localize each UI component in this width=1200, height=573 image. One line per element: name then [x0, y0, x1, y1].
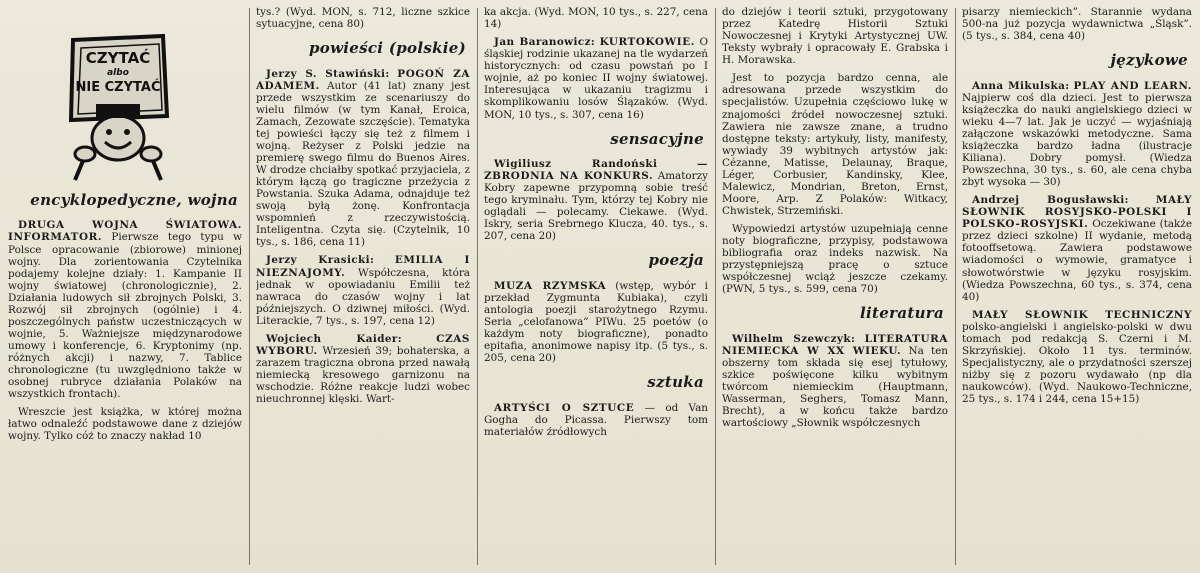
- entry-text: Jest to pozycja bardzo cenna, ale adresowana przede wszystkim do specjalistów. Uzupełnia częściowo lukę w znajomości źródeł nowoczesnej sztuki. Zawiera nie zawsze znane, a trudno dostępne teksty: artykuły, listy, manifesty, wywiady 39 wybitnych artystów jak: Cézanne, Matisse, Delaunay, Braque, Léger, Corbusier, Kandinsky, Klee, Malewicz, Mondrian, Breton, Ernst, Moore, Arp. Z Polaków: Witkacy, Chwistek, Strzemiński.: [722, 72, 948, 217]
- entry-text: (wstęp, wybór i przekład Zygmunta Kubiaka), czyli antologia poezji starożytnego Rzymu. Seria „celofanowa” PIWu. 25 poetów (o każdym noty biograficzne), ponadto epitafia, anonimowe napisy itp. (5 tys., s. 205, cena 20): [484, 279, 708, 365]
- column-divider: [249, 8, 250, 565]
- entry-title: DRUGA WOJNA ŚWIATOWA. INFORMATOR.: [8, 219, 242, 244]
- logo-line-2: albo: [107, 68, 129, 78]
- entry-author: Jerzy S. Stawiński:: [266, 67, 390, 80]
- entry-author: Wigiliusz Randoński: [494, 157, 658, 170]
- section-heading-encyklopedyczne: encyklopedyczne, wojna: [30, 191, 238, 209]
- entry-author: Wilhelm Szewczyk:: [732, 332, 856, 345]
- entry-title: KURTOKOWIE.: [599, 36, 696, 49]
- section-heading-poezja: poezja: [648, 251, 704, 270]
- continued-text: tys.? (Wyd. MON, s. 712, liczne szkice sytuacyjne, cena 80): [256, 6, 470, 31]
- entry-text: Amatorzy Kobry zapewne przypomną sobie treść tego kryminału. Tym, którzy tej Kobry nie oglądali — polecamy. Ciekawe. (Wyd. Iskry, seria Srebrnego Klucza, 40. tys., s. 207, cena 20): [484, 170, 708, 243]
- entry-text: — od Van Gogha do Picassa. Pierwszy tom materiałów źródłowych: [484, 401, 708, 438]
- entry-title: ARTYŚCI O SZTUCE: [494, 401, 635, 414]
- logo-line-3: NIE CZYTAĆ: [75, 80, 161, 95]
- section-heading-literatura: literatura: [860, 304, 944, 323]
- entry-author: Anna Mikulska:: [972, 79, 1070, 92]
- entry-text: Wrzesień 39; bohaterska, a zarazem tragiczna obrona przed nawałą niemiecką kresowego garnizonu na wschodzie. Różne reakcje ludzi wobec nieuchronnej klęski. Wart-: [256, 344, 470, 406]
- section-heading-sensacyjne: sensacyjne: [610, 129, 704, 148]
- continued-text: ka akcja. (Wyd. MON, 10 tys., s. 227, cena 14): [484, 6, 708, 31]
- logo-line-1: CZYTAĆ: [85, 49, 151, 67]
- column-2: [256, 6, 470, 567]
- entry-author: Andrzej Bogusławski:: [972, 194, 1129, 207]
- entry-title: PLAY AND LEARN.: [1073, 79, 1192, 92]
- entry-title: POGOŃ ZA ADAMEM.: [256, 67, 470, 92]
- column-divider: [955, 8, 956, 565]
- entry-text: Na ten obszerny tom składa się esej tytułowy, szkice poświęcone kilku wybitnym twórcom niemieckim (Hauptmann, Wasserman, Seghers, Tomasz Mann, Brecht), a w końcu także bardzo wartościowy „Słownik współczesnych: [722, 344, 948, 430]
- entry-text: Wypowiedzi artystów uzupełniają cenne noty biograficzne, przypisy, podstawowa bibliografia oraz indeks nazwisk. Na przystępniejszą pracę o sztuce współczesnej wciąż jeszcze czekamy. (PWN, 5 tys., s. 599, cena 70): [722, 223, 948, 296]
- column-divider: [715, 8, 716, 565]
- entry-author: Jerzy Krasicki:: [266, 254, 375, 267]
- entry-title: MAŁY SŁOWNIK TECHNICZNY: [972, 308, 1192, 321]
- entry-text: Oczekiwane (także przez dzieci szkolne) II wydanie, metodą fotooffsetową. Zawiera podstawowe wiadomości o wymowie, gramatyce i słowotwórstwie w języku rosyjskim. (Wiedza Powszechna, 60 tys., s. 374, cena 40): [962, 218, 1192, 303]
- entry-text: Współczesna, która jednak w opowiadaniu Emilii też nawraca do czasów wojny i lat późniejszych. O dziwnej miłości. (Wyd. Literackie, 7 tys., s. 197, cena 12): [256, 266, 470, 327]
- entry-title: EMILIA I NIEZNAJOMY.: [256, 254, 470, 279]
- column-3: [484, 6, 708, 567]
- entry-text: polsko-angielski i angielsko-polski w dwu tomach pod redakcją S. Czerni i M. Skrzyńskiej. Około 11 tys. terminów. Specjalistyczny, ale o przydatności szerszej niżby się z pozoru wydawało (np dla naukowców). (Wyd. Naukowo-Techniczne, 25 tys., s. 174 i 244, cena 15+15): [962, 320, 1192, 406]
- continued-text: pisarzy niemieckich”. Starannie wydana 500-na już pozycja wydawnictwa „Śląsk”. (5 tys., s. 384, cena 40): [962, 6, 1192, 43]
- entry-title: CZAS WYBORU.: [256, 332, 470, 357]
- entry-title: LITERATURA NIEMIECKA W XX WIEKU.: [722, 332, 948, 357]
- entry-title: — ZBRODNIA NA KONKURS.: [484, 157, 708, 183]
- entry-text: Wreszcie jest książka, w której można łatwo odnaleźć podstawowe dane z dziejów wojny. Tylko cóż to znaczy nakład 10: [8, 406, 242, 443]
- column-divider: [477, 8, 478, 565]
- entry-author: Jan Baranowicz:: [494, 36, 596, 49]
- entry-title: MAŁY SŁOWNIK ROSYJSKO-POLSKI I POLSKO-ROSYJSKI.: [962, 194, 1192, 231]
- column-1: [8, 6, 242, 567]
- entry-text: Autor (41 lat) znany jest przede wszystkim ze scenariuszy do wielu filmów (w tym Kanał, Eroica, Zamach, Zezowate szczęście). Tematyka tej powieści łączy się też z filmem i wojną. Reżyser z Polski jedzie na premierę swego filmu do Buenos Aires. W drodze chciałby spotkać przyjaciela, z którym łączą go tragiczne przeżycia z Powstania. Szuka Adama, odnajduje też swoją byłą żonę. Konfrontacja wspomnień z rzeczywistością. Inteligentna. Czyta się. (Czytelnik, 10 tys., s. 186, cena 11): [256, 79, 470, 249]
- column-4: [722, 6, 948, 567]
- czytac-logo-icon: [63, 32, 173, 182]
- section-heading-sztuka: sztuka: [647, 373, 704, 392]
- column-5: [962, 6, 1192, 567]
- continued-text: do dziejów i teorii sztuki, przygotowany przez Katedrę Historii Sztuki Nowoczesnej i Krytyki Artystycznej UW. Teksty wybrały i opracowały E. Grabska i H. Morawska.: [722, 6, 948, 67]
- entry-author: Wojciech Kaider:: [266, 332, 403, 345]
- entry-title: MUZA RZYMSKA: [494, 279, 607, 292]
- entry-text: Najpierw coś dla dzieci. Jest to pierwsza książeczka do nauki angielskiego dzieci w wieku 4—7 lat. Jak je uczyć — wyjaśniają załączone wskazówki metodyczne. Sama książeczka bardzo ładna (ilustracje Kiliana). Dobry pomysł. (Wiedza Powszechna, 30 tys., s. 60, ale cena chyba zbyt wysoka — 30): [962, 91, 1192, 189]
- entry-text: O śląskiej rodzinie ukazanej na tle wydarzeń historycznych: od czasu powstań po I wojnie, aż po koniec II wojny światowej. Interesująca w ukazaniu tragizmu i skomplikowaniu losów Ślązaków. (Wyd. MON, 10 tys., s. 307, cena 16): [484, 36, 708, 121]
- section-heading-jezykowe: językowe: [1110, 51, 1188, 70]
- section-heading-powiesci: powieści (polskie): [308, 39, 466, 58]
- entry-text: Pierwsze tego typu w Polsce opracowanie (zbiorowe) minionej wojny. Dla zorientowania Czytelnika podajemy kolejne działy: 1. Kampanie II wojny światowej (chronologicznie), 2. Działania ludowych sił zbrojnych Polski, 3. Rozwój sił zbrojnych (ogólnie) i 4. poszczególnych państw uczestniczących w wojnie, 5. Ważniejsze międzynarodowe umowy i konferencje, 6. Kryptonimy (np. różnych akcji) i nazwy, 7. Tablice chronologiczne (tu uwzględniono także w osobnej rubryce działania Polaków na wszystkich frontach).: [8, 231, 242, 401]
